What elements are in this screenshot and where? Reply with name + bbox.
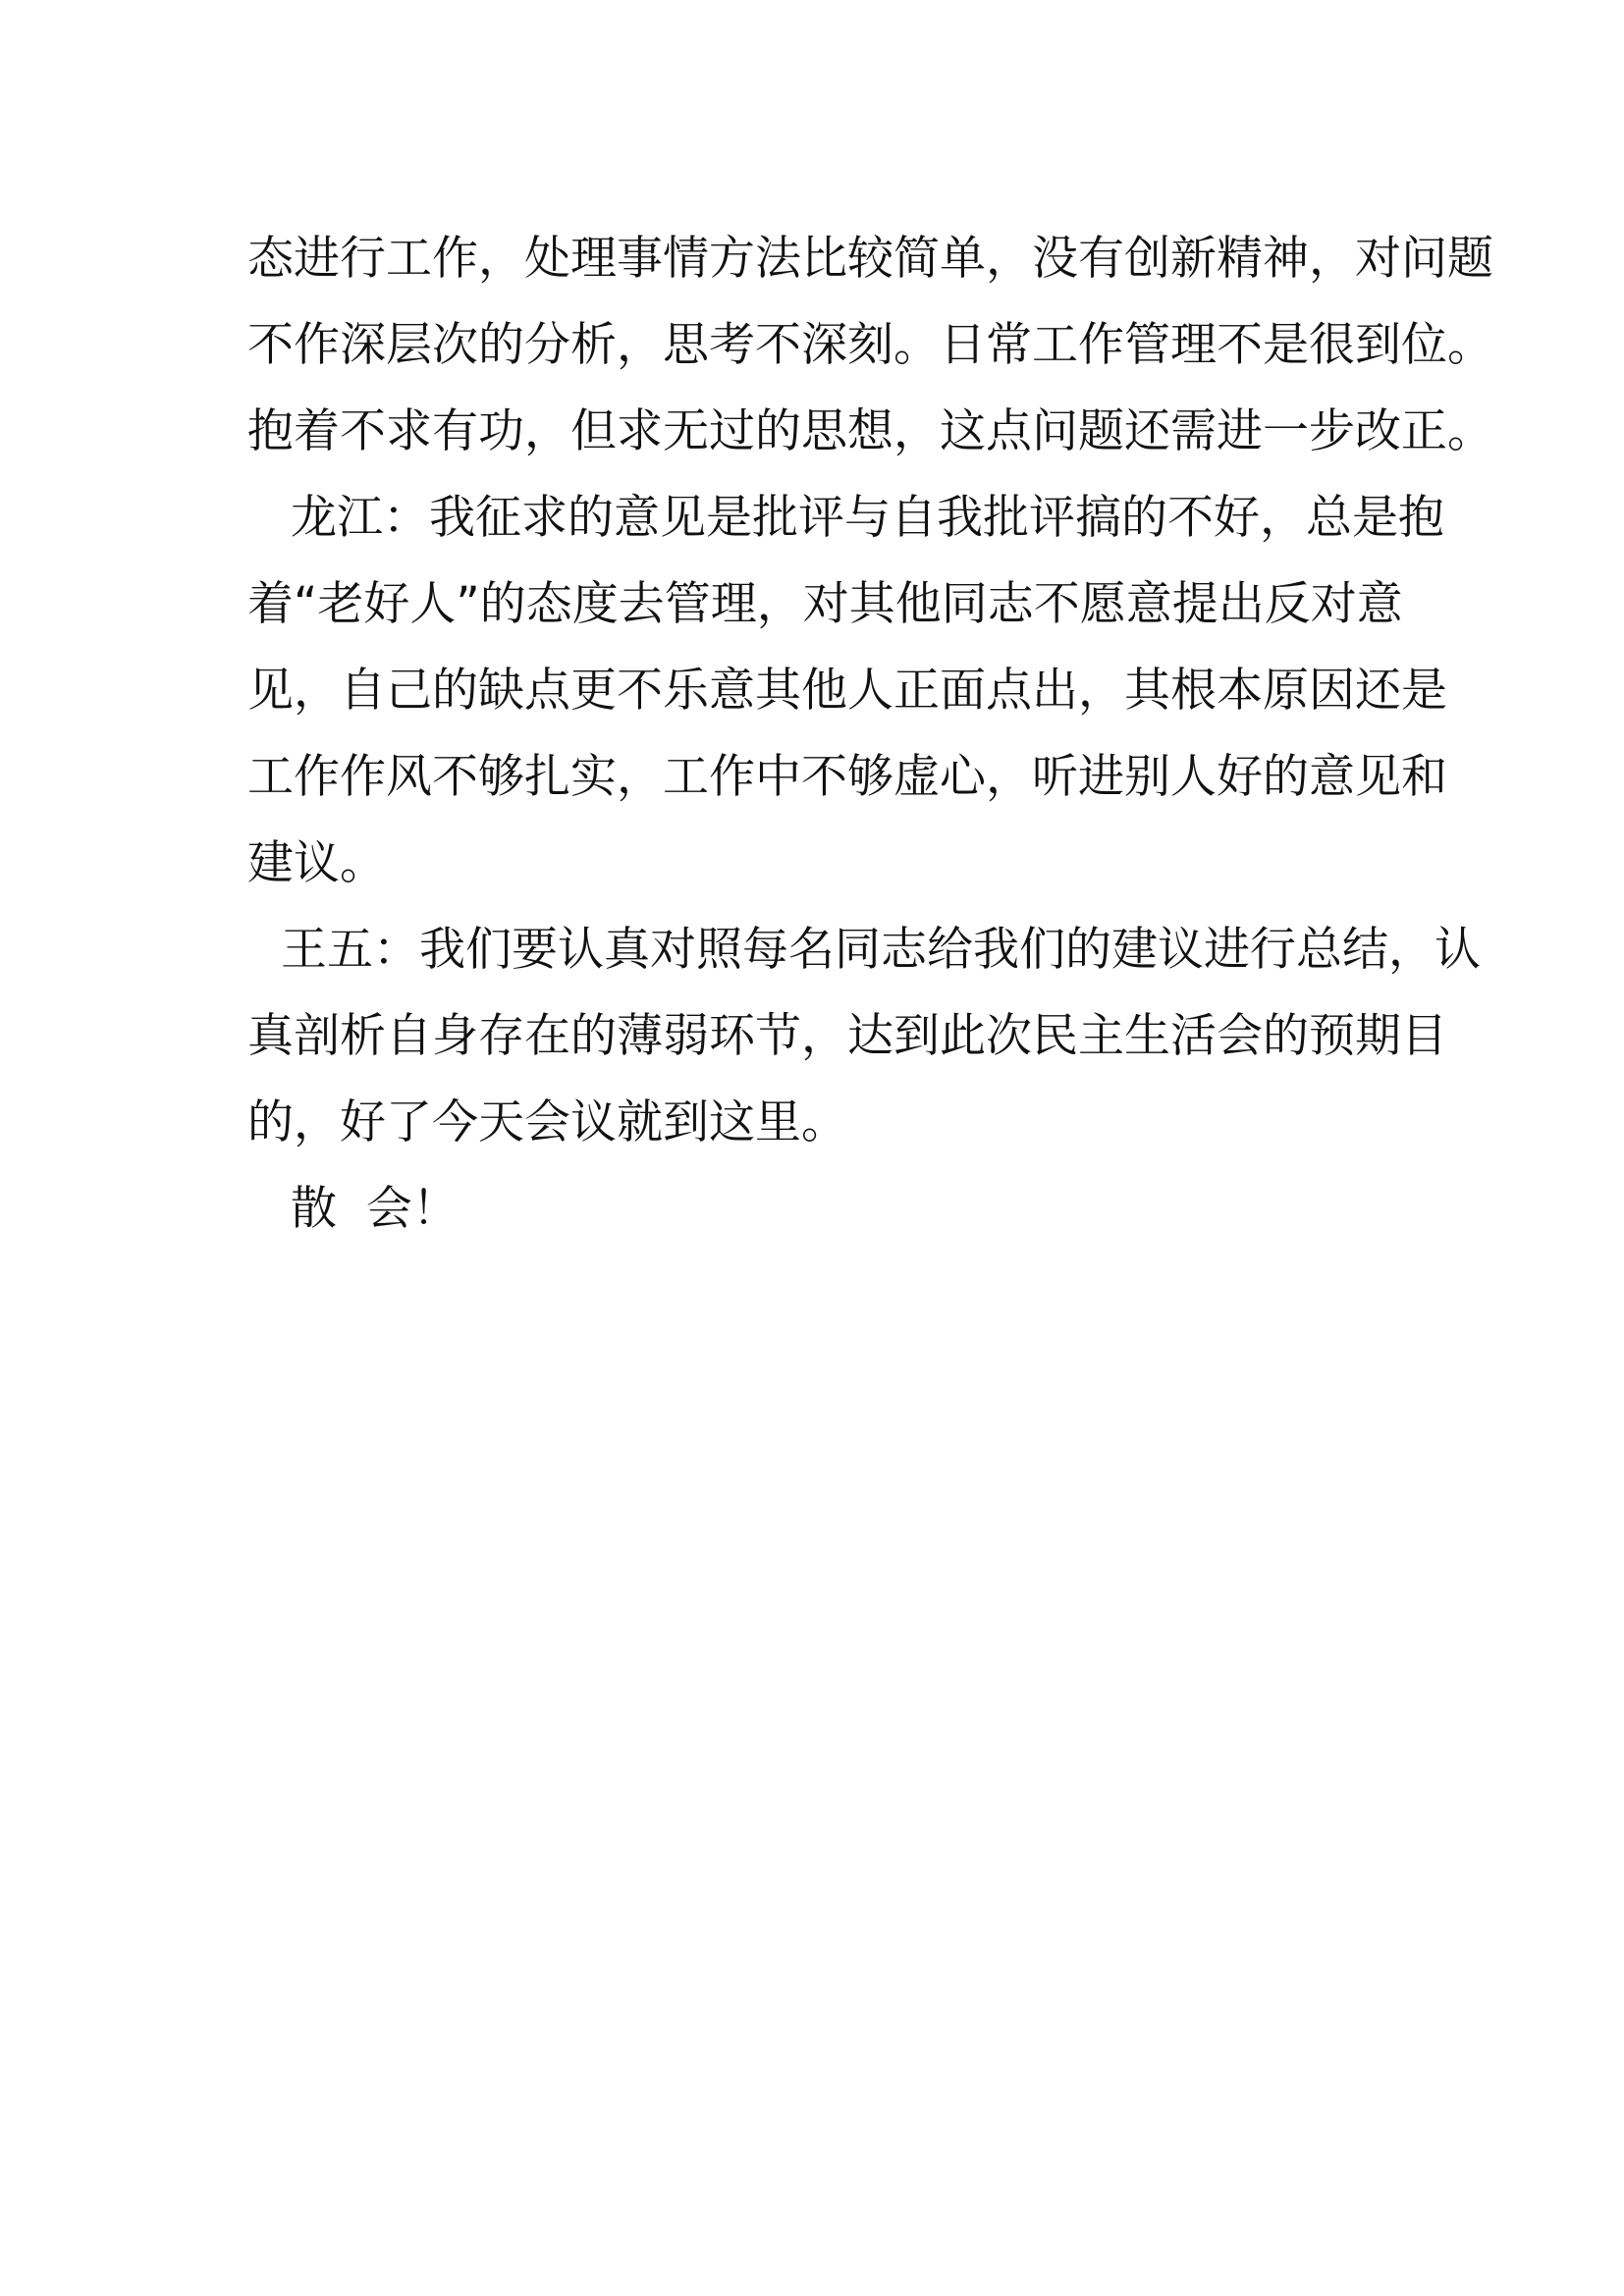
paragraph-3-line-3: 的，好了今天会议就到这里。 (247, 1095, 847, 1149)
paragraph-1-line-3: 抱着不求有功，但求无过的思想，这点问题还需进一步改正。 (247, 404, 1493, 458)
paragraph-2-line-3: 见，自己的缺点更不乐意其他人正面点出，其根本原因还是 (247, 664, 1447, 718)
paragraph-2-line-5: 建议。 (247, 836, 386, 890)
paragraph-2-line-1: 龙江：我征求的意见是批评与自我批评搞的不好，总是抱 (291, 491, 1444, 545)
paragraph-2-line-4: 工作作风不够扎实，工作中不够虚心，听进别人好的意见和 (247, 750, 1447, 804)
paragraph-1-line-1: 态进行工作，处理事情方法比较简单，没有创新精神，对问题 (247, 232, 1493, 286)
paragraph-3-line-1: 王五：我们要认真对照每名同志给我们的建议进行总结，认 (281, 923, 1481, 977)
closing-text: 散 会！ (291, 1182, 459, 1236)
paragraph-3-line-2: 真剖析自身存在的薄弱环节，达到此次民主生活会的预期目 (247, 1009, 1447, 1063)
paragraph-2-line-2: 着“老好人”的态度去管理，对其他同志不愿意提出反对意 (247, 577, 1403, 631)
paragraph-1-line-2: 不作深层次的分析，思考不深刻。日常工作管理不是很到位。 (247, 318, 1493, 372)
